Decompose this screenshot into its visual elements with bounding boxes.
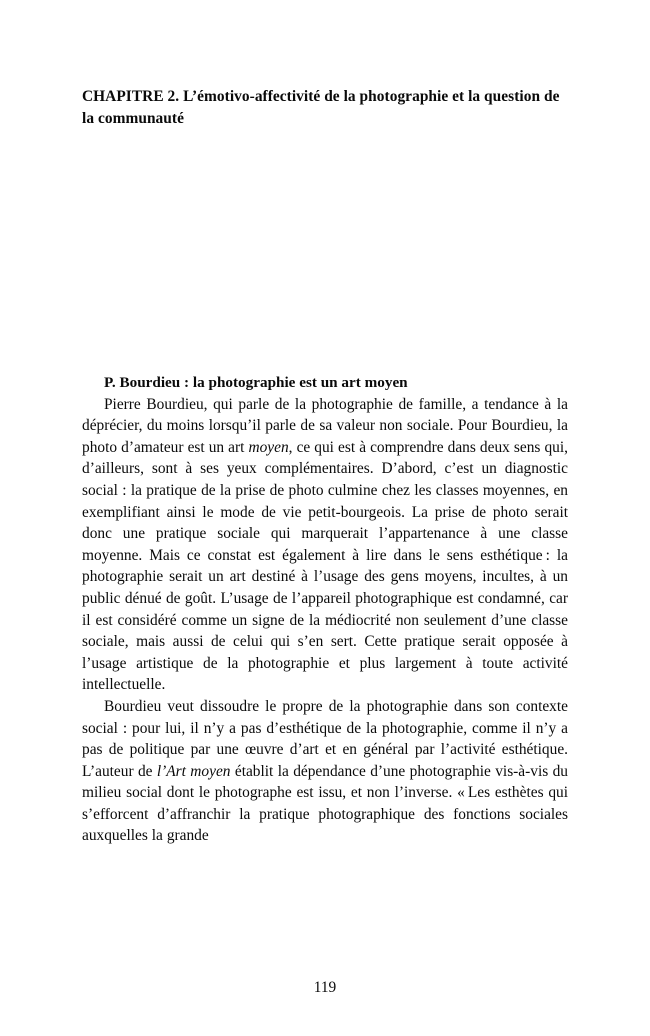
chapter-title: CHAPITRE 2. L’émotivo-affectivité de la photographie et la question de la communauté <box>82 88 560 127</box>
section-heading: P. Bourdieu : la photographie est un art moyen <box>104 374 408 391</box>
text-column <box>82 86 568 847</box>
paragraph-1-text-part-1: Pierre Bourdieu, qui parle de la photographie de famille, a tendance à la déprécier, du moins lorsqu’il parle de sa valeur non sociale. Pour Bourdieu, la photo d’amateur est un art <box>82 395 568 456</box>
paragraph-2-text-part-2: établit la dépendance d’une photographie vis-à-vis du milieu social dont le photographe est issu, et non l’inverse. « Les esthètes qui s’efforcent d’affranchir la pratique photographique des fonctions sociales auxquelles la grande <box>82 762 568 845</box>
paragraph-1-text-part-2: , ce qui est à comprendre dans deux sens qui, d’ailleurs, sont à ses yeux complémentaires. D’abord, c’est un diagnostic social : la pratique de la prise de photo culmine chez les classes moyennes, en exemplifiant ainsi le mode de vie petit-bourgeois. La prise de photo serait donc une pratique sociale qui marquerait l’appartenance à une classe moyenne. Mais ce constat est également à lire dans le sens esthétique : la photographie serait un art destiné à l’usage des gens moyens, incultes, à un public dénué de goût. L’usage de l’appareil photographique est condamné, car il est considéré comme un signe de la médiocrité non seulement d’une classe sociale, mais aussi de celui qui s’en sert. Cette pratique serait opposée à l’usage artistique de la photographie et plus largement à toute activité intellectuelle. <box>82 438 568 694</box>
paragraph-2-text-part-1: Bourdieu veut dissoudre le propre de la photographie dans son contexte social : pour lui, il n’y a pas d’esthétique de la photographie, comme il n’y a pas de politique par une œuvre d’art et en général par l’activité esthétique. L’auteur de <box>82 697 568 780</box>
paragraph-2-emphasis-lart-moyen: l’Art moyen <box>156 762 231 780</box>
paragraph-1-emphasis-moyen: moyen <box>248 438 289 456</box>
page-number: 119 <box>313 979 337 996</box>
title-body-spacer <box>82 129 568 372</box>
body-paragraph-1 <box>82 394 568 696</box>
body-paragraph-2 <box>82 696 568 847</box>
